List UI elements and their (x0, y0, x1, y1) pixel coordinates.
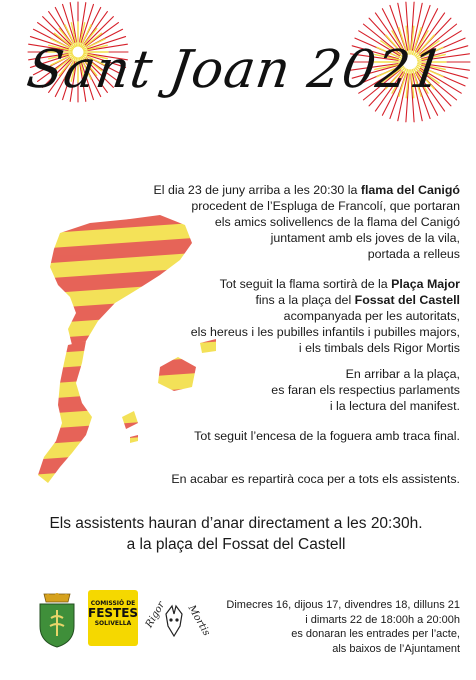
ticket-info-line: als baixos de l’Ajuntament (332, 642, 460, 655)
town-shield-logo (34, 592, 80, 648)
logo-text: COMISSIÓ DE (90, 600, 136, 607)
logo-text: Rigor (143, 600, 168, 630)
ticket-info-line: Dimecres 16, dijous 17, divendres 18, dilluns 21 (226, 599, 460, 611)
line: Tot seguit la flama sortirà de la Plaça Major (219, 277, 460, 291)
ticket-info (226, 598, 460, 656)
paragraph-procession (191, 276, 460, 356)
paragraph-coca (171, 471, 460, 487)
ticket-info-line: i dimarts 22 de 18:00h a 20:00h (305, 613, 460, 626)
paragraph-speeches (271, 366, 460, 414)
attendance-notice (0, 513, 472, 555)
logo-text: Mortis (185, 603, 212, 638)
line: El dia 23 de juny arriba a les 20:30 la flama del Canigó (153, 183, 460, 197)
line: els amics solivellencs de la flama del Canigó (214, 215, 460, 229)
line: En arribar a la plaça, (345, 367, 460, 381)
notice-line-1: Els assistents hauran d’anar directament a les 20:30h. (49, 515, 423, 532)
paragraph-flame-arrival (154, 182, 461, 262)
rigor-mortis-logo (143, 592, 212, 648)
ticket-info-line: es donaran les entrades per l’acte, (291, 628, 460, 640)
line: es faran els respectius parlaments (271, 383, 460, 397)
line: procedent de l’Espluga de Francolí, que portaran (191, 199, 460, 213)
line: i els timbals dels Rigor Mortis (298, 341, 460, 355)
line: Tot seguit l’encesa de la foguera amb traca final. (194, 429, 460, 443)
line: portada a relleus (367, 247, 460, 261)
notice-line-2: a la plaça del Fossat del Castell (126, 536, 346, 553)
logo-text: SOLIVELLA (94, 620, 132, 627)
line: acompanyada per les autoritats, (283, 309, 460, 323)
line: fins a la plaça del Fossat del Castell (255, 293, 460, 307)
logo-text: FESTES (88, 606, 139, 620)
line: En acabar es repartirà coca per a tots els assistents. (171, 472, 460, 486)
paragraph-bonfire (194, 428, 460, 444)
line: i la lectura del manifest. (329, 399, 460, 413)
page-title: Sant Joan 2021 (23, 40, 449, 100)
comissio-festes-logo (88, 590, 138, 646)
line: els hereus i les pubilles infantils i pubilles majors, (190, 325, 460, 339)
line: juntament amb els joves de la vila, (270, 231, 460, 245)
